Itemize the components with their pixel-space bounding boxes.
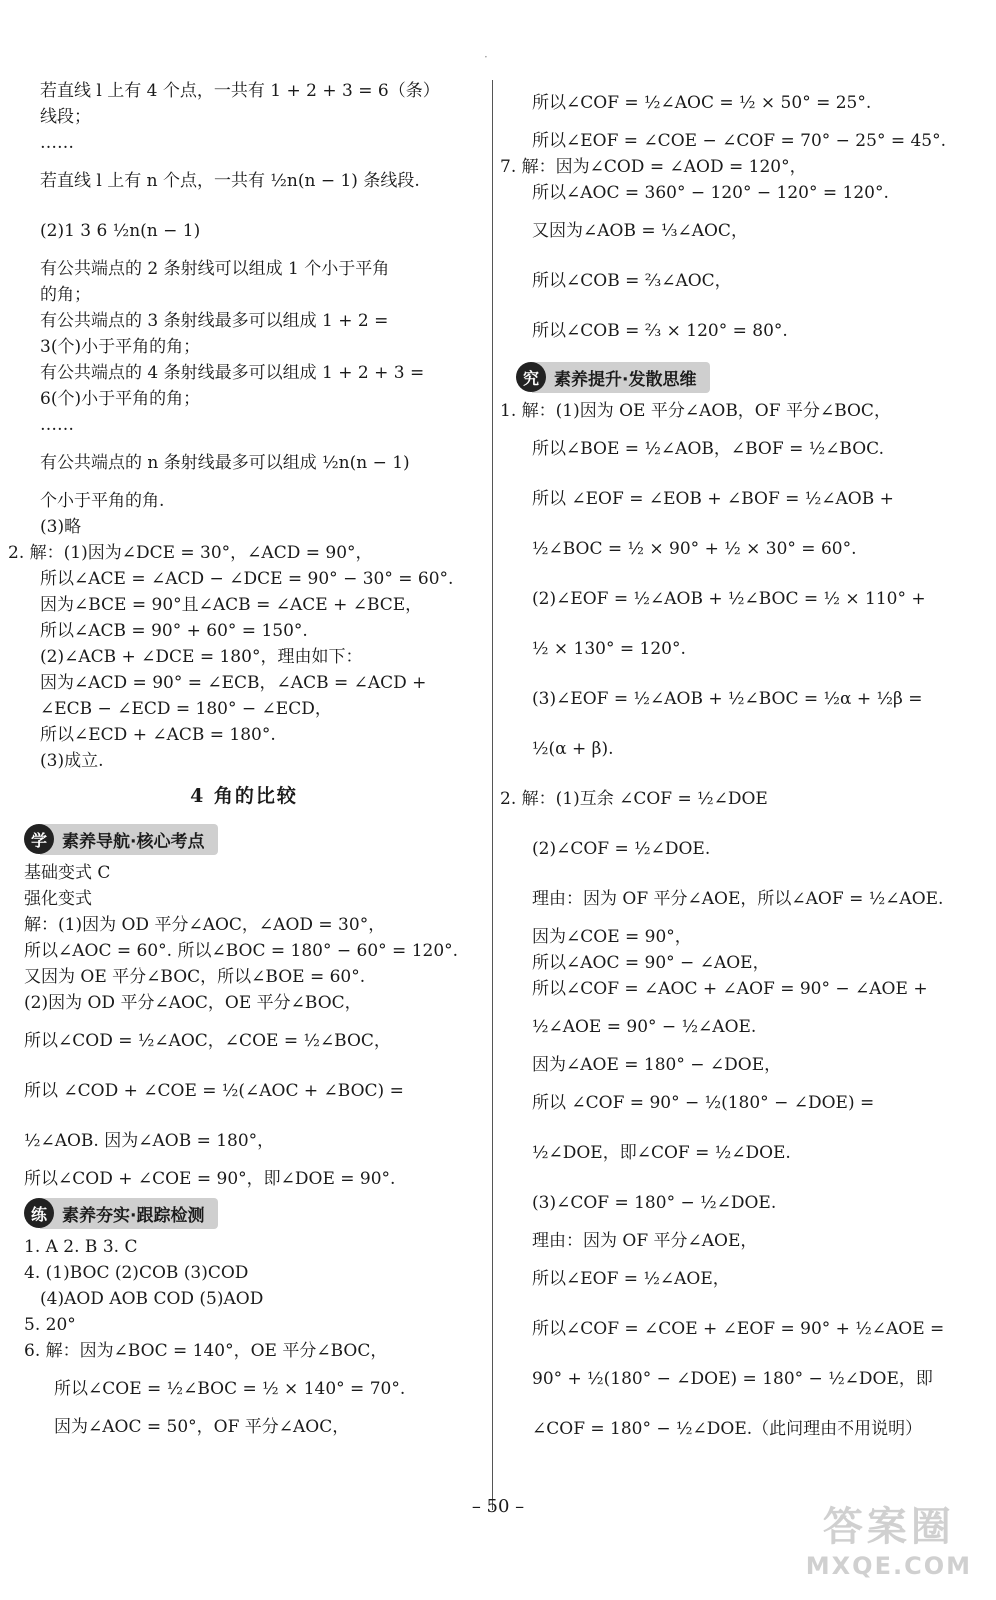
section-banner [516, 360, 968, 394]
left-column [8, 78, 464, 1440]
gutter-mark: · [484, 50, 488, 64]
text-line: 有公共端点的 3 条射线最多可以组成 1 + 2 = [40, 311, 389, 331]
text-line: 2. 解：(1)互余 ∠COF = ½∠DOE [500, 789, 768, 809]
text-line: 所以∠ECD + ∠ACB = 180°. [40, 725, 276, 745]
text-line: ½∠DOE，即∠COF = ½∠DOE. [532, 1143, 791, 1163]
text-line: (2)∠EOF = ½∠AOB + ½∠BOC = ½ × 110° + [532, 589, 926, 609]
text-line: 所以 ∠COD + ∠COE = ½(∠AOC + ∠BOC) = [24, 1081, 404, 1101]
text-line: 解：(1)因为 OD 平分∠AOC，∠AOD = 30°， [24, 915, 386, 935]
text-line: 所以∠AOC = 360° − 120° − 120° = 120°. [532, 183, 889, 203]
text-line: (3)∠COF = 180° − ½∠DOE. [532, 1193, 777, 1213]
text-line: (2)∠COF = ½∠DOE. [532, 839, 711, 859]
text-line: 90° + ½(180° − ∠DOE) = 180° − ½∠DOE，即 [532, 1369, 933, 1389]
text-line: ∠ECB − ∠ECD = 180° − ∠ECD， [40, 699, 332, 719]
text-line: 强化变式 [24, 889, 92, 909]
text-line: ∠COF = 180° − ½∠DOE.（此问理由不用说明） [532, 1419, 923, 1439]
text-line: 所以∠EOF = ∠COE − ∠COF = 70° − 25° = 45°. [532, 131, 947, 151]
text-line: 所以 ∠COF = 90° − ½(180° − ∠DOE) = [532, 1093, 875, 1113]
section-banner-title: 素养夯实·跟踪检测 [40, 1198, 218, 1229]
text-line: 个小于平角的角. [40, 491, 165, 511]
text-line: 所以∠ACB = 90° + 60° = 150°. [40, 621, 308, 641]
text-line: 2. 解：(1)因为∠DCE = 30°，∠ACD = 90°， [8, 543, 373, 563]
text-line: 所以∠COB = ⅔∠AOC， [532, 271, 732, 291]
text-line: 所以∠ACE = ∠ACD − ∠DCE = 90° − 30° = 60°. [40, 569, 454, 589]
text-line: 所以∠BOE = ½∠AOB，∠BOF = ½∠BOC. [532, 439, 884, 459]
text-line: (3)略 [40, 517, 82, 537]
section-badge-icon: 练 [24, 1198, 54, 1228]
text-line: 所以∠COD + ∠COE = 90°，即∠DOE = 90°. [24, 1169, 396, 1189]
section-banner [24, 1196, 464, 1230]
text-line: (2)1 3 6 ½n(n − 1) [40, 221, 201, 241]
text-line: ½∠AOB. 因为∠AOB = 180°， [24, 1131, 275, 1151]
text-line: 7. 解：因为∠COD = ∠AOD = 120°， [500, 157, 807, 177]
text-line: 若直线 l 上有 n 个点，一共有 ½n(n − 1) 条线段. [40, 171, 420, 191]
section-title: 4 角的比较 [190, 785, 298, 807]
text-line: 所以∠COE = ½∠BOC = ½ × 140° = 70°. [54, 1379, 406, 1399]
text-line: 因为∠AOC = 50°，OF 平分∠AOC， [54, 1417, 350, 1437]
text-line: 有公共端点的 n 条射线最多可以组成 ½n(n − 1) [40, 453, 410, 473]
text-line: 又因为 OE 平分∠BOC，所以∠BOE = 60°. [24, 967, 366, 987]
text-line: 因为∠BCE = 90°且∠ACB = ∠ACE + ∠BCE， [40, 595, 423, 615]
text-line: 所以∠COF = ∠AOC + ∠AOF = 90° − ∠AOE + [532, 979, 928, 999]
text-line: (2)因为 OD 平分∠AOC，OE 平分∠BOC， [24, 993, 362, 1013]
text-line: 因为∠AOE = 180° − ∠DOE， [532, 1055, 782, 1075]
text-line: 所以∠AOC = 60°. 所以∠BOC = 180° − 60° = 120°. [24, 941, 459, 961]
section-banner [24, 822, 464, 856]
text-line: 又因为∠AOB = ⅓∠AOC， [532, 221, 748, 241]
text-line: ½ × 130° = 120°. [532, 639, 686, 659]
text-line: (3)成立. [40, 751, 104, 771]
section-banner-title: 素养提升·发散思维 [532, 362, 710, 393]
text-line: 所以 ∠EOF = ∠EOB + ∠BOF = ½∠AOB + [532, 489, 894, 509]
text-line: 6. 解：因为∠BOC = 140°，OE 平分∠BOC， [24, 1341, 388, 1361]
text-line: ½(α + β). [532, 739, 614, 759]
text-line: 所以∠COB = ⅔ × 120° = 80°. [532, 321, 788, 341]
text-line: 所以∠AOC = 90° − ∠AOE， [532, 953, 770, 973]
text-line: (3)∠EOF = ½∠AOB + ½∠BOC = ½α + ½β = [532, 689, 923, 709]
text-line: 有公共端点的 2 条射线可以组成 1 个小于平角 [40, 259, 390, 279]
text-line: 理由：因为 OF 平分∠AOE，所以∠AOF = ½∠AOE. [532, 889, 944, 909]
text-line: 3(个)小于平角的角； [40, 337, 201, 357]
text-line: 基础变式 C [24, 863, 111, 883]
text-line: ½∠BOC = ½ × 90° + ½ × 30° = 60°. [532, 539, 857, 559]
text-line: 所以∠EOF = ½∠AOE， [532, 1269, 730, 1289]
section-badge-icon: 学 [24, 824, 54, 854]
text-line: 的角； [40, 285, 91, 305]
text-line: 所以∠COF = ∠COE + ∠EOF = 90° + ½∠AOE = [532, 1319, 945, 1339]
column-divider [492, 80, 493, 1510]
text-line: (4)AOD AOB COD (5)AOD [40, 1289, 264, 1309]
text-line: 6(个)小于平角的角； [40, 389, 201, 409]
watermark [806, 1495, 972, 1580]
text-line: …… [40, 415, 74, 435]
text-line: 4. (1)BOC (2)COB (3)COD [24, 1263, 249, 1283]
text-line: 因为∠COE = 90°， [532, 927, 692, 947]
text-line: 所以∠COD = ½∠AOC，∠COE = ½∠BOC， [24, 1031, 391, 1051]
text-line: ½∠AOE = 90° − ½∠AOE. [532, 1017, 757, 1037]
text-line: 所以∠COF = ½∠AOC = ½ × 50° = 25°. [532, 93, 872, 113]
page-number: – 50 – [471, 1496, 525, 1517]
text-line: …… [40, 133, 74, 153]
text-line: 理由：因为 OF 平分∠AOE， [532, 1231, 758, 1251]
watermark-line2: MXQE.COM [805, 1552, 972, 1580]
right-column [500, 78, 968, 1454]
watermark-line1: 答案圈 [822, 1504, 955, 1550]
text-line: 5. 20° [24, 1315, 76, 1335]
text-line: 因为∠ACD = 90° = ∠ECB，∠ACB = ∠ACD + [40, 673, 427, 693]
section-banner-title: 素养导航·核心考点 [40, 824, 218, 855]
section-badge-icon: 究 [516, 362, 546, 392]
text-line: 1. A 2. B 3. C [24, 1237, 138, 1257]
text-line: 线段； [40, 107, 91, 127]
text-line: (2)∠ACB + ∠DCE = 180°，理由如下： [40, 647, 363, 667]
text-line: 1. 解：(1)因为 OE 平分∠AOB，OF 平分∠BOC， [500, 401, 891, 421]
text-line: 有公共端点的 4 条射线最多可以组成 1 + 2 + 3 = [40, 363, 425, 383]
text-line: 若直线 l 上有 4 个点，一共有 1 + 2 + 3 = 6（条） [40, 81, 440, 101]
